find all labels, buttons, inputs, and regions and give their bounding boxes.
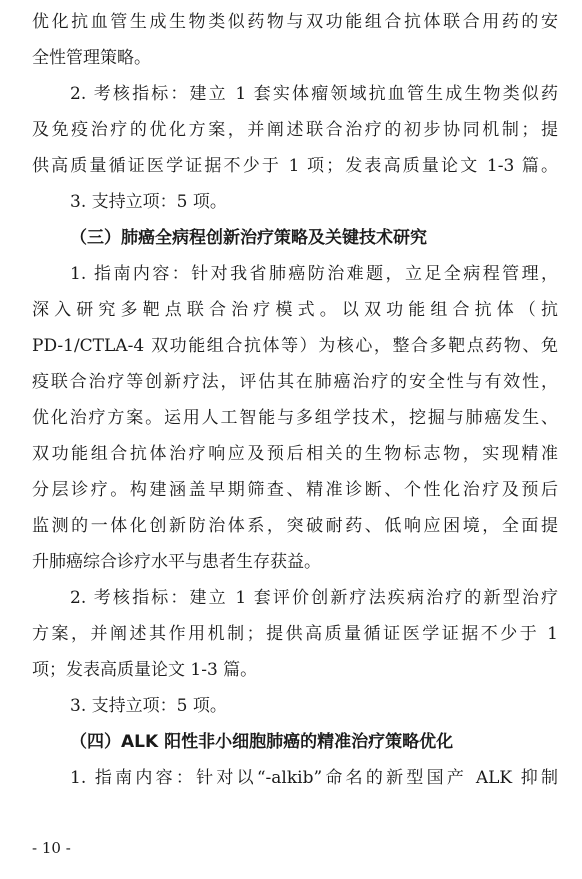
body-line: 全性管理策略。: [32, 48, 151, 68]
body-line: 优化抗血管生成生物类似药物与双功能组合抗体联合用药的安: [32, 12, 558, 32]
page-number: - 10 -: [32, 839, 71, 857]
document-body: [32, 4, 558, 796]
body-line: 及免疫治疗的优化方案，并阐述联合治疗的初步协同机制；提: [32, 120, 558, 140]
body-line: 3. 支持立项：5 项。: [70, 696, 227, 716]
body-line: 深入研究多靶点联合治疗模式。以双功能组合抗体（抗: [32, 300, 558, 320]
body-line: 2. 考核指标：建立 1 套实体瘤领域抗血管生成生物类似药: [70, 84, 558, 104]
body-line: PD-1/CTLA-4 双功能组合抗体等）为核心，整合多靶点药物、免: [32, 336, 558, 356]
section-heading: （四）ALK 阳性非小细胞肺癌的精准治疗策略优化: [70, 732, 454, 752]
section-heading: （三）肺癌全病程创新治疗策略及关键技术研究: [70, 228, 427, 248]
body-line: 疫联合治疗等创新疗法，评估其在肺癌治疗的安全性与有效性，: [32, 372, 558, 392]
body-line: 双功能组合抗体治疗响应及预后相关的生物标志物，实现精准: [32, 444, 558, 464]
body-line: 升肺癌综合诊疗水平与患者生存获益。: [32, 552, 321, 572]
body-line: 分层诊疗。构建涵盖早期筛查、精准诊断、个性化治疗及预后: [32, 480, 558, 500]
body-line: 2. 考核指标：建立 1 套评价创新疗法疾病治疗的新型治疗: [70, 588, 558, 608]
body-line: 供高质量循证医学证据不少于 1 项；发表高质量论文 1-3 篇。: [32, 156, 558, 176]
body-line: 方案，并阐述其作用机制；提供高质量循证医学证据不少于 1: [32, 624, 558, 644]
body-line: 1. 指南内容：针对以“-alkib”命名的新型国产 ALK 抑制: [70, 768, 558, 788]
body-line: 项；发表高质量论文 1-3 篇。: [32, 660, 258, 680]
body-line: 1. 指南内容：针对我省肺癌防治难题，立足全病程管理，: [70, 264, 558, 284]
body-line: 优化治疗方案。运用人工智能与多组学技术，挖掘与肺癌发生、: [32, 408, 558, 428]
body-line: 3. 支持立项：5 项。: [70, 192, 227, 212]
body-line: 监测的一体化创新防治体系，突破耐药、低响应困境，全面提: [32, 516, 558, 536]
